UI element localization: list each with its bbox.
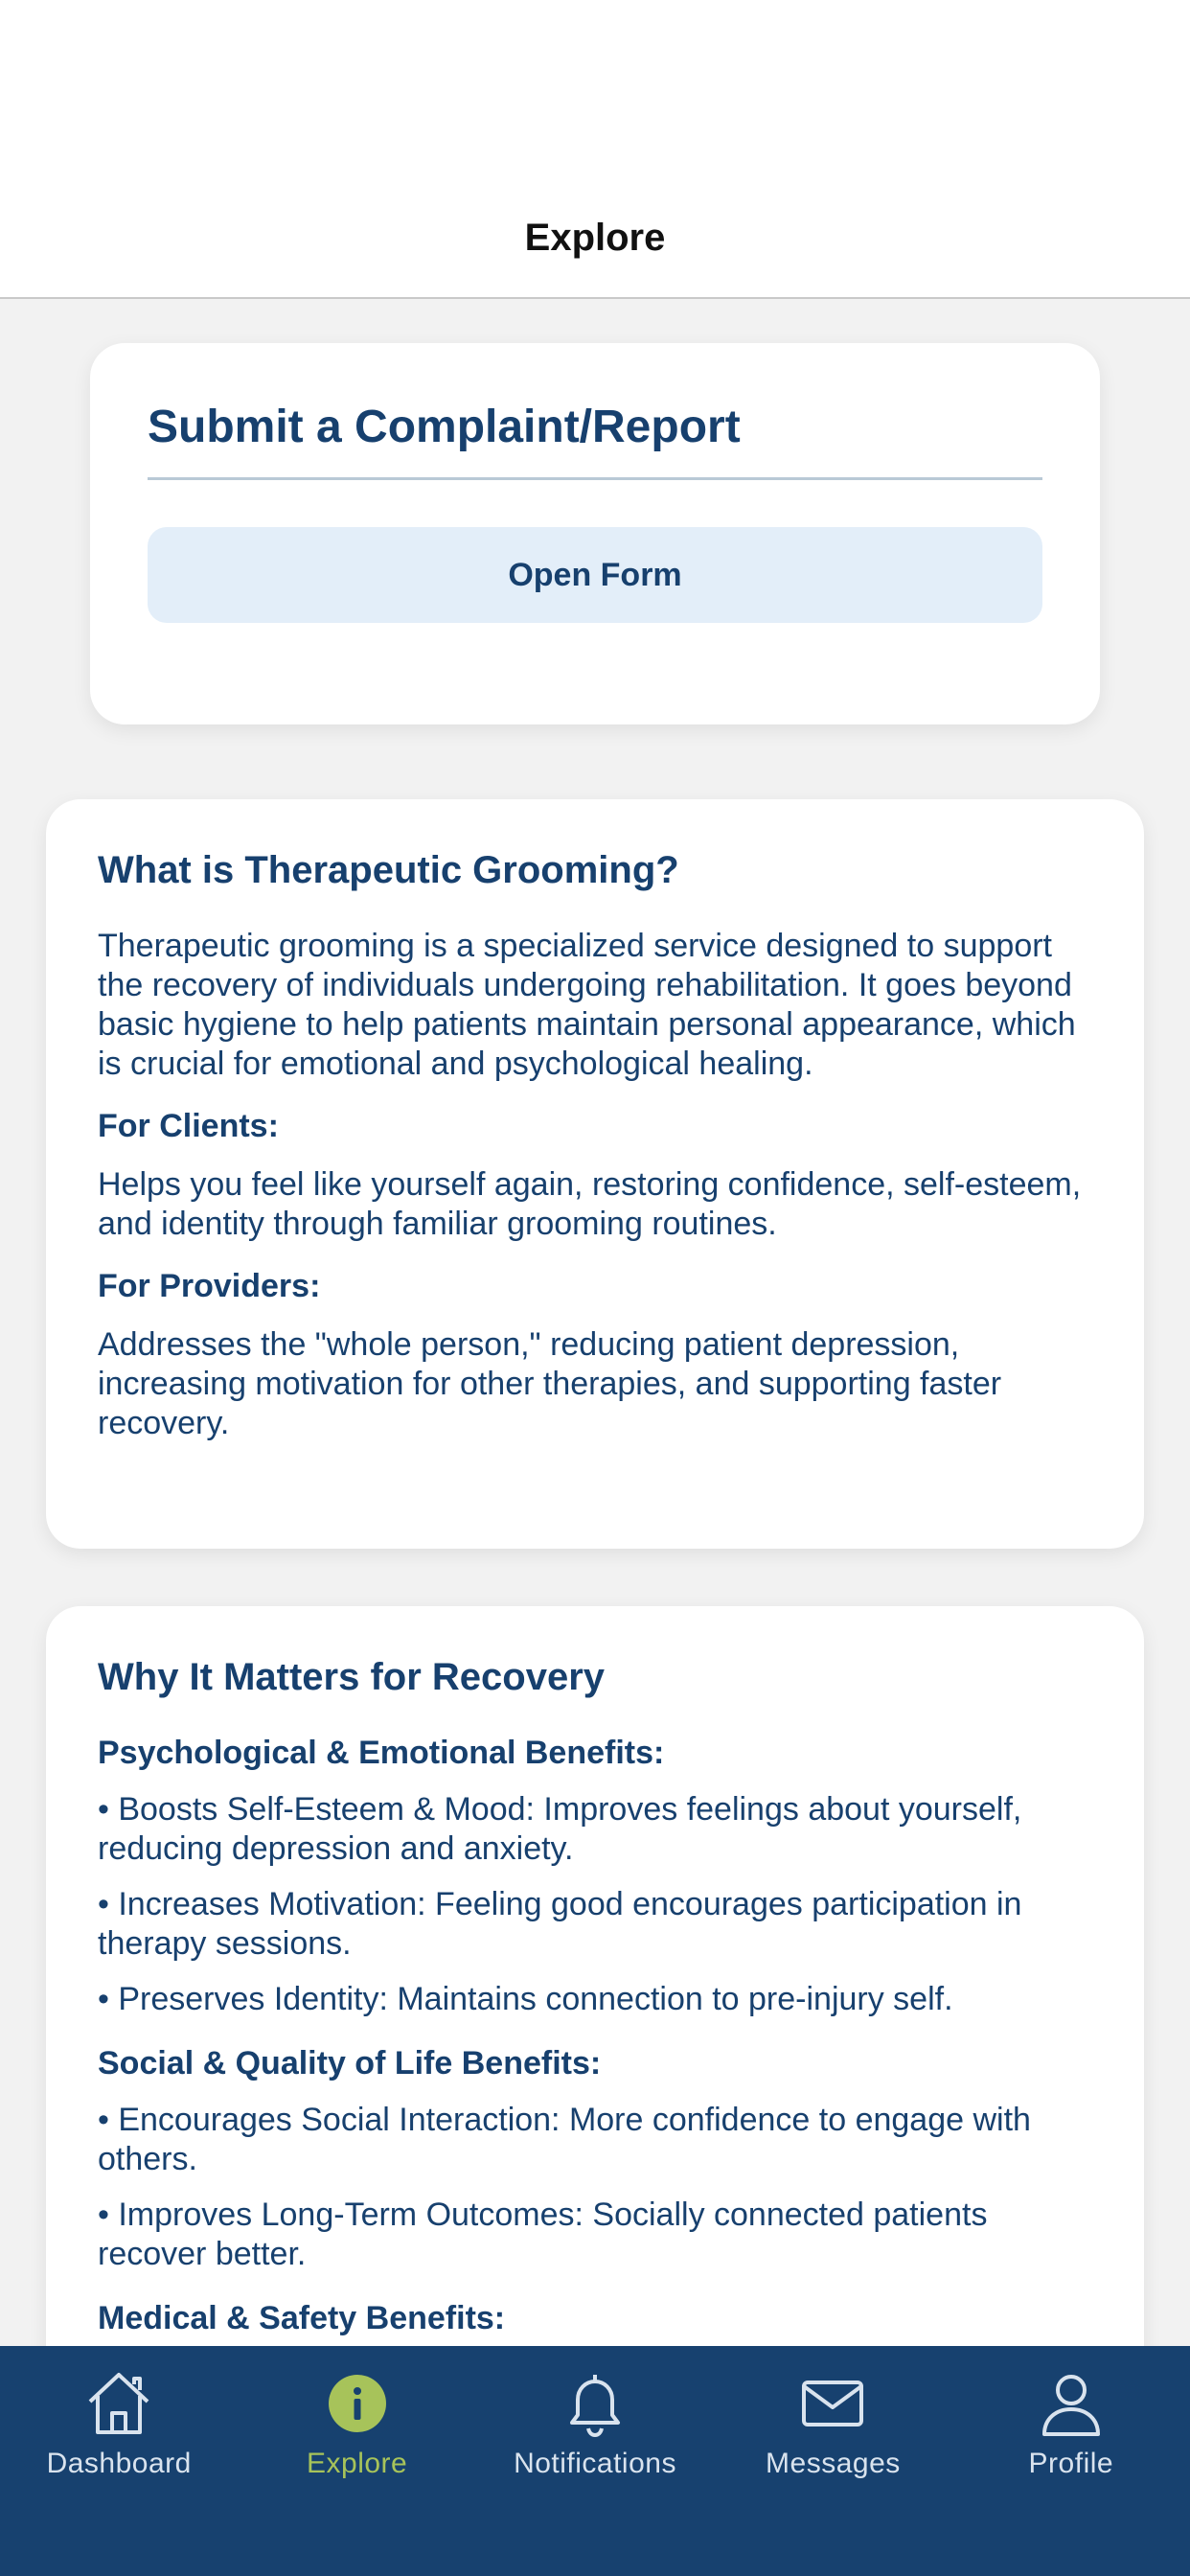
tab-dashboard[interactable] [0,2346,238,2576]
clients-text: Helps you feel like yourself again, restoring confidence, self-esteem, and identity through familiar grooming routines. [98,1166,1082,1242]
tab-messages[interactable] [714,2346,951,2576]
tab-label: Profile [1028,2448,1114,2479]
list-item: • Increases Motivation: Feeling good encourages participation in therapy sessions. [98,1886,1022,1962]
tab-label: Explore [307,2448,408,2479]
medical-heading: Medical & Safety Benefits: [98,2300,506,2336]
complaint-title: Submit a Complaint/Report [148,402,741,452]
tab-notifications[interactable] [476,2346,714,2576]
complaint-card [90,343,1100,724]
list-item: • Preserves Identity: Maintains connection to pre-injury self. [98,1981,953,2017]
bottom-tab-bar [0,2346,1190,2576]
section-title: Why It Matters for Recovery [98,1656,606,1698]
top-header [0,0,1190,299]
social-heading: Social & Quality of Life Benefits: [98,2045,602,2082]
page-title: Explore [524,217,666,259]
therapeutic-grooming-card [46,799,1144,1549]
list-item: • Encourages Social Interaction: More confidence to engage with others. [98,2102,1031,2177]
envelope-icon [794,2365,871,2442]
tab-label: Notifications [514,2448,676,2479]
tab-label: Messages [766,2448,901,2479]
providers-heading: For Providers: [98,1268,321,1304]
intro-paragraph: Therapeutic grooming is a specialized service designed to support the recovery of individuals undergoing rehabilitation. It goes beyond basic hygiene to help patients maintain personal appearance, which is crucial for emotional and psychological healing. [98,928,1076,1082]
tab-explore[interactable] [238,2346,475,2576]
open-form-button[interactable]: Open Form [148,527,1042,623]
bell-icon [557,2365,633,2442]
person-icon [1033,2365,1110,2442]
tab-profile[interactable] [952,2346,1190,2576]
tab-label: Dashboard [46,2448,192,2479]
home-icon [80,2365,157,2442]
psych-heading: Psychological & Emotional Benefits: [98,1735,665,1771]
section-title: What is Therapeutic Grooming? [98,849,679,891]
clients-heading: For Clients: [98,1108,279,1144]
complaint-divider [148,477,1042,480]
list-item: • Improves Long-Term Outcomes: Socially connected patients recover better. [98,2196,988,2272]
providers-text: Addresses the "whole person," reducing patient depression, increasing motivation for other therapies, and supporting faster recovery. [98,1326,1002,1441]
list-item: • Boosts Self-Esteem & Mood: Improves feelings about yourself, reducing depression and anxiety. [98,1791,1022,1867]
info-icon [319,2365,396,2442]
